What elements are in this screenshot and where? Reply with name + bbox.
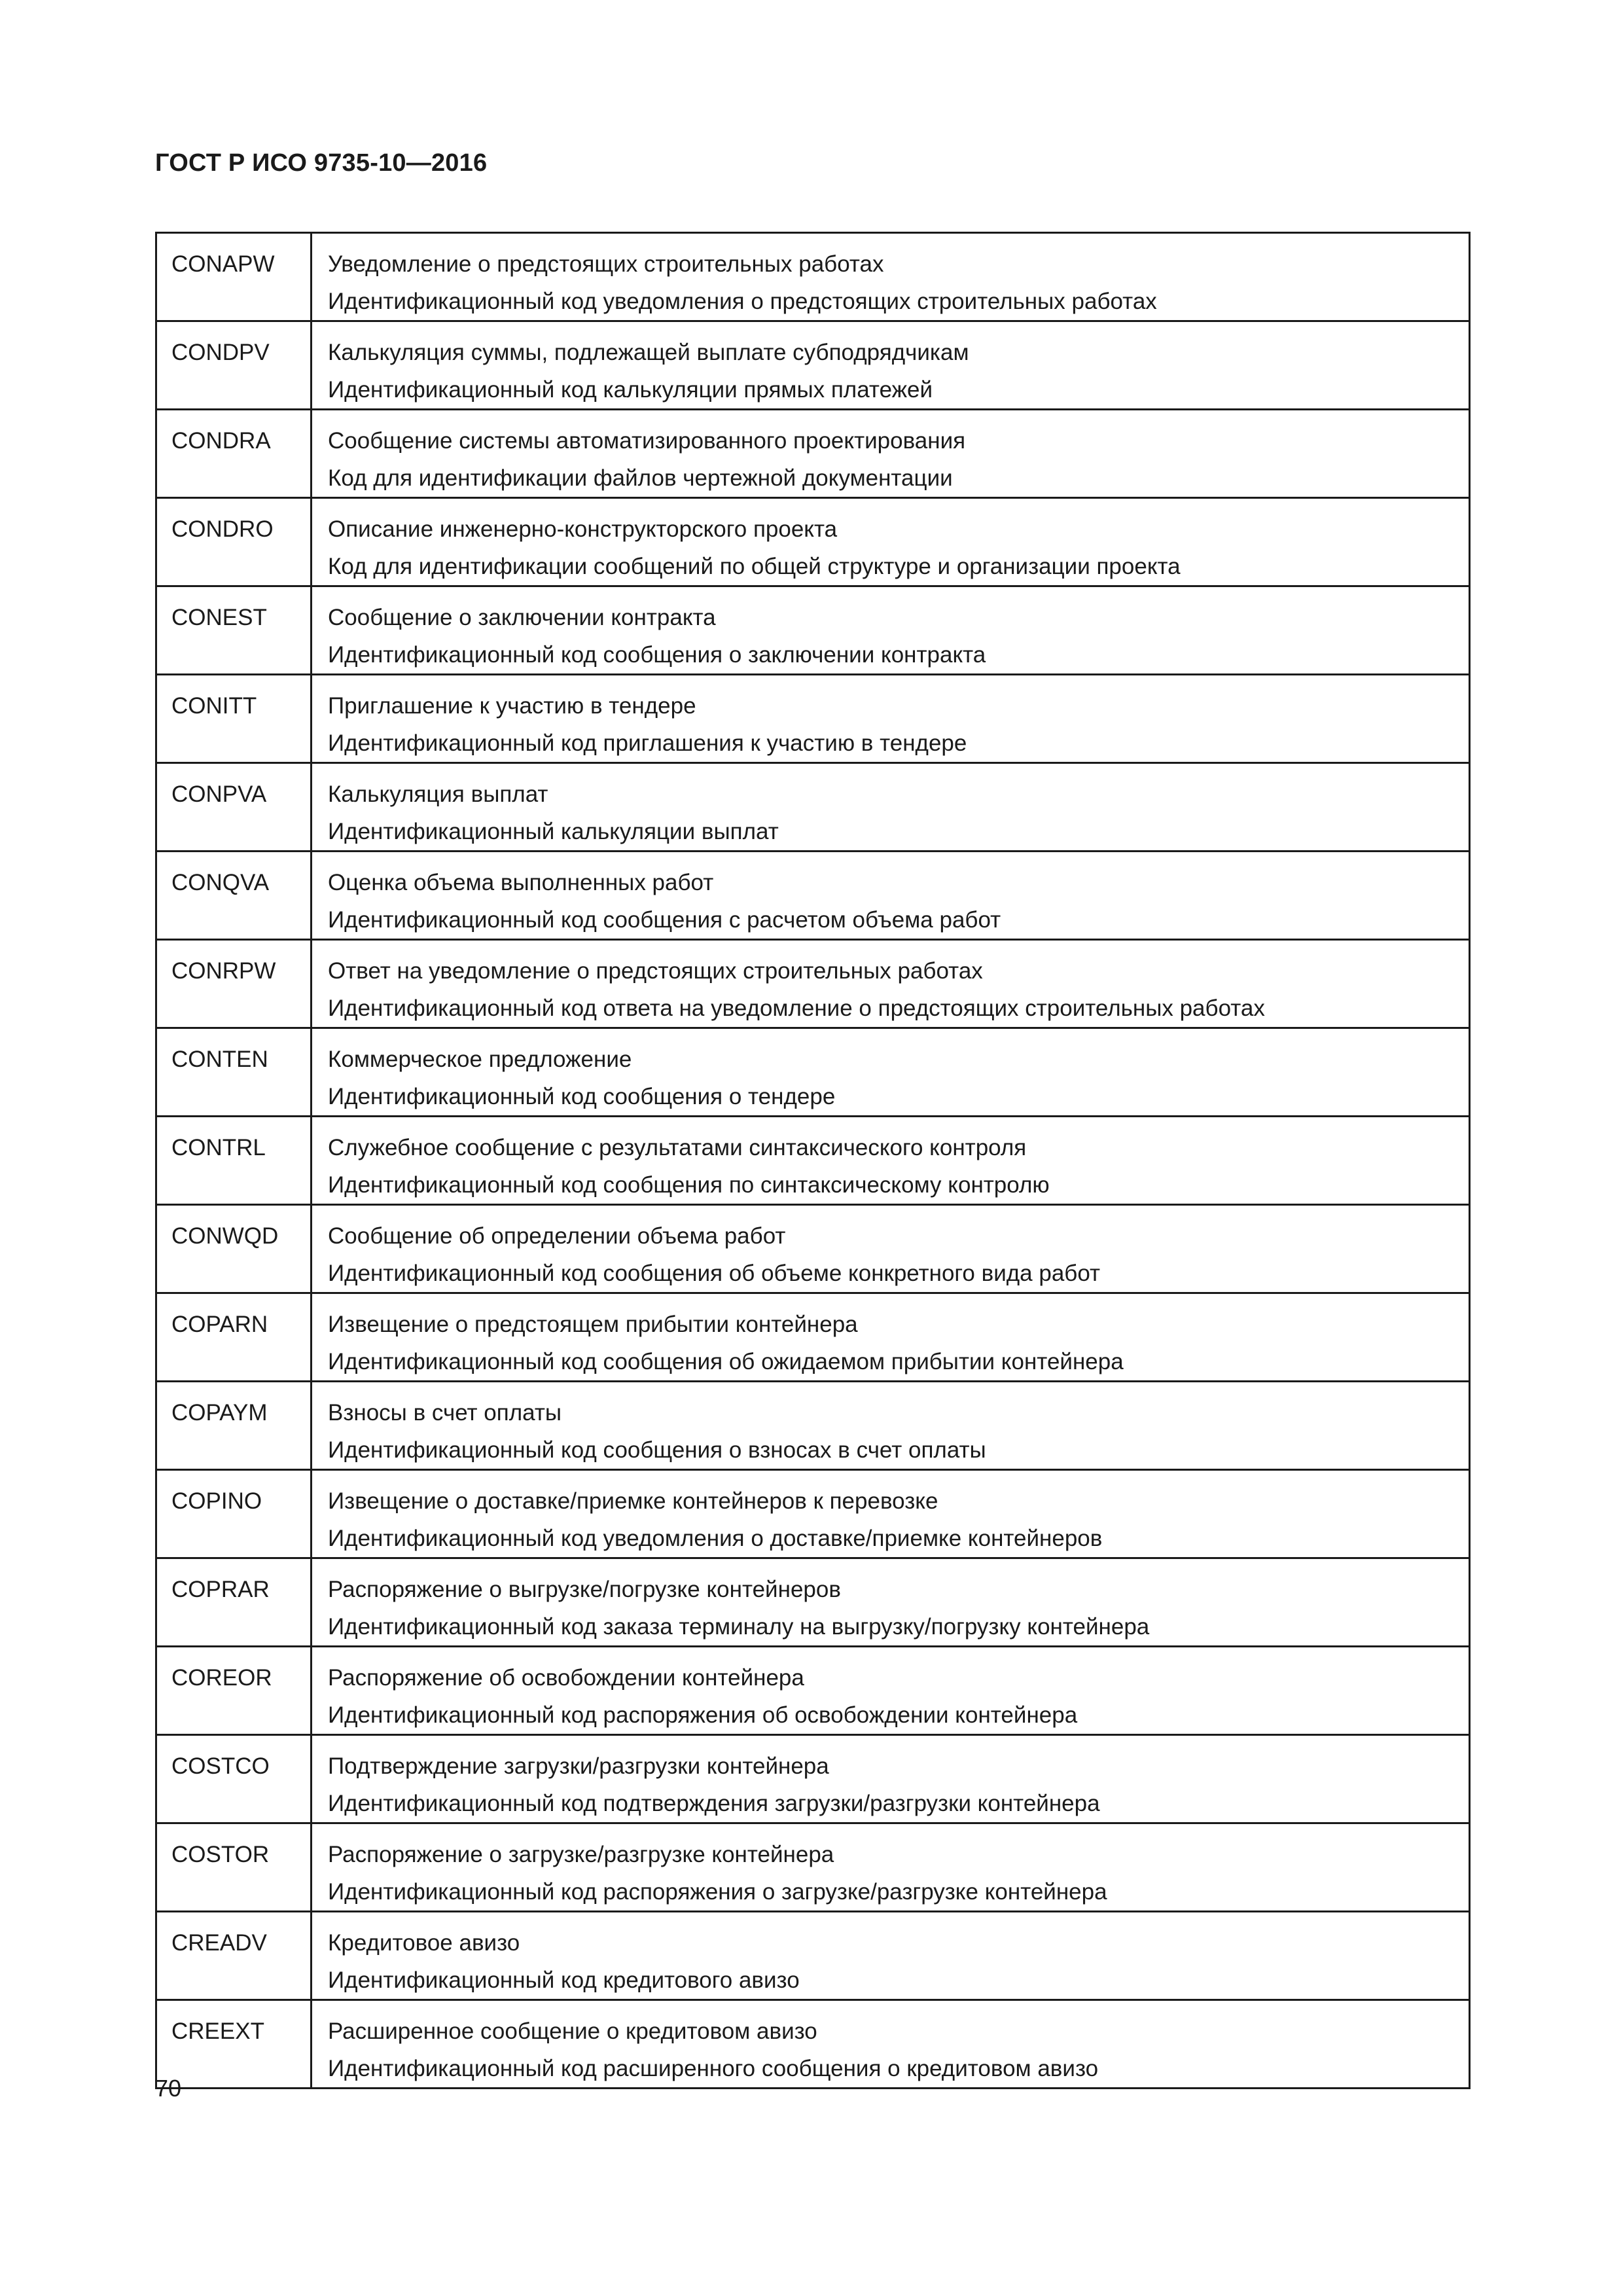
table-row xyxy=(156,852,1470,940)
message-code-cell xyxy=(156,498,312,586)
message-name: Сообщение о заключении контракта xyxy=(328,605,716,630)
message-code-cell xyxy=(156,1117,312,1205)
message-description: Идентификационный код сообщения о заключении контракта xyxy=(328,642,986,668)
table-row xyxy=(156,1205,1470,1293)
message-name: Извещение о доставке/приемке контейнеров к перевозке xyxy=(328,1488,938,1514)
message-name: Распоряжение о загрузке/разгрузке контейнера xyxy=(328,1842,834,1867)
message-code: CREADV xyxy=(171,1930,267,1956)
message-description: Идентификационный код сообщения об ожидаемом прибытии контейнера xyxy=(328,1349,1124,1374)
message-description-cell xyxy=(312,763,1470,852)
message-description-cell xyxy=(312,1028,1470,1117)
message-code: COPRAR xyxy=(171,1577,270,1602)
message-code-cell xyxy=(156,763,312,852)
message-codes-table xyxy=(155,232,1471,2089)
message-description-cell xyxy=(312,852,1470,940)
message-description: Идентификационный код сообщения по синтаксическому контролю xyxy=(328,1172,1050,1198)
message-code-cell xyxy=(156,1735,312,1823)
message-name: Служебное сообщение с результатами синтаксического контроля xyxy=(328,1135,1027,1160)
message-code: COPAYM xyxy=(171,1400,268,1426)
table-row xyxy=(156,1823,1470,1912)
table-row xyxy=(156,940,1470,1028)
message-code: COPINO xyxy=(171,1488,262,1514)
message-code-cell xyxy=(156,1647,312,1735)
message-description: Код для идентификации сообщений по общей структуре и организации проекта xyxy=(328,554,1181,579)
message-description: Идентификационный калькуляции выплат xyxy=(328,819,779,844)
message-description: Код для идентификации файлов чертежной документации xyxy=(328,465,953,491)
message-code: CONAPW xyxy=(171,251,275,277)
table-row xyxy=(156,498,1470,586)
table-row xyxy=(156,1117,1470,1205)
message-description: Идентификационный код распоряжения об освобождении контейнера xyxy=(328,1702,1078,1728)
document-header: ГОСТ Р ИСО 9735-10—2016 xyxy=(155,149,488,177)
message-description: Идентификационный код сообщения о взносах в счет оплаты xyxy=(328,1437,986,1463)
message-description-cell xyxy=(312,1735,1470,1823)
message-description-cell xyxy=(312,1558,1470,1647)
message-name: Сообщение об определении объема работ xyxy=(328,1223,786,1249)
message-description-cell xyxy=(312,675,1470,763)
message-code: CONDRA xyxy=(171,428,271,454)
message-description-cell xyxy=(312,498,1470,586)
message-name: Коммерческое предложение xyxy=(328,1047,632,1072)
message-code-cell xyxy=(156,1382,312,1470)
message-name: Оценка объема выполненных работ xyxy=(328,870,714,895)
message-name: Описание инженерно-конструкторского проекта xyxy=(328,516,838,542)
message-code: CREEXT xyxy=(171,2018,264,2044)
message-code-cell xyxy=(156,1823,312,1912)
message-code-cell xyxy=(156,675,312,763)
message-code: CONEST xyxy=(171,605,267,630)
message-description-cell xyxy=(312,1205,1470,1293)
message-description: Идентификационный код калькуляции прямых платежей xyxy=(328,377,933,403)
message-name: Расширенное сообщение о кредитовом авизо xyxy=(328,2018,817,2044)
message-name: Ответ на уведомление о предстоящих строительных работах xyxy=(328,958,983,984)
message-name: Приглашение к участию в тендере xyxy=(328,693,696,719)
message-name: Уведомление о предстоящих строительных работах xyxy=(328,251,884,277)
message-description-cell xyxy=(312,940,1470,1028)
message-description: Идентификационный код расширенного сообщения о кредитовом авизо xyxy=(328,2056,1099,2081)
message-code: CONTEN xyxy=(171,1047,268,1072)
table-row xyxy=(156,1382,1470,1470)
message-description-cell xyxy=(312,233,1470,321)
message-code-cell xyxy=(156,940,312,1028)
table-row xyxy=(156,675,1470,763)
message-code: CONITT xyxy=(171,693,257,719)
message-code-cell xyxy=(156,1558,312,1647)
message-description-cell xyxy=(312,1470,1470,1558)
message-code: COREOR xyxy=(171,1665,272,1691)
message-description-cell xyxy=(312,321,1470,410)
message-code: CONRPW xyxy=(171,958,276,984)
message-code-cell xyxy=(156,1912,312,2000)
message-code-cell xyxy=(156,1028,312,1117)
message-name: Извещение о предстоящем прибытии контейнера xyxy=(328,1312,858,1337)
message-name: Кредитовое авизо xyxy=(328,1930,520,1956)
table-row xyxy=(156,1293,1470,1382)
table-row xyxy=(156,586,1470,675)
message-description: Идентификационный код распоряжения о загрузке/разгрузке контейнера xyxy=(328,1879,1107,1905)
message-code-cell xyxy=(156,852,312,940)
message-code: COPARN xyxy=(171,1312,268,1337)
message-code-cell xyxy=(156,586,312,675)
message-name: Подтверждение загрузки/разгрузки контейнера xyxy=(328,1753,829,1779)
message-code: COSTCO xyxy=(171,1753,270,1779)
message-description-cell xyxy=(312,1293,1470,1382)
message-description: Идентификационный код уведомления о предстоящих строительных работах xyxy=(328,289,1157,314)
message-code: CONPVA xyxy=(171,781,267,807)
message-name: Распоряжение о выгрузке/погрузке контейнеров xyxy=(328,1577,841,1602)
message-code-cell xyxy=(156,1293,312,1382)
message-code: CONDPV xyxy=(171,340,270,365)
table-row xyxy=(156,1647,1470,1735)
table-row xyxy=(156,321,1470,410)
message-code: CONWQD xyxy=(171,1223,279,1249)
table-row xyxy=(156,1735,1470,1823)
table-row xyxy=(156,2000,1470,2089)
message-description: Идентификационный код уведомления о доставке/приемке контейнеров xyxy=(328,1526,1103,1551)
message-description-cell xyxy=(312,1117,1470,1205)
table-row xyxy=(156,1912,1470,2000)
message-code-cell xyxy=(156,1205,312,1293)
message-description-cell xyxy=(312,2000,1470,2089)
table-row xyxy=(156,1558,1470,1647)
message-code: CONTRL xyxy=(171,1135,266,1160)
message-description: Идентификационный код ответа на уведомление о предстоящих строительных работах xyxy=(328,996,1265,1021)
message-description-cell xyxy=(312,1912,1470,2000)
message-code: CONDRO xyxy=(171,516,274,542)
message-code-cell xyxy=(156,410,312,498)
message-code: CONQVA xyxy=(171,870,270,895)
message-description-cell xyxy=(312,1647,1470,1735)
message-description: Идентификационный код подтверждения загрузки/разгрузки контейнера xyxy=(328,1791,1100,1816)
message-code-cell xyxy=(156,1470,312,1558)
message-code-cell xyxy=(156,233,312,321)
message-name: Сообщение системы автоматизированного проектирования xyxy=(328,428,966,454)
message-description: Идентификационный код сообщения о тендере xyxy=(328,1084,836,1109)
message-description-cell xyxy=(312,1823,1470,1912)
message-name: Взносы в счет оплаты xyxy=(328,1400,562,1426)
message-name: Калькуляция выплат xyxy=(328,781,548,807)
table-row xyxy=(156,1470,1470,1558)
message-description-cell xyxy=(312,410,1470,498)
message-description-cell xyxy=(312,586,1470,675)
table-row xyxy=(156,1028,1470,1117)
page-number: 70 xyxy=(155,2075,182,2102)
table-row xyxy=(156,410,1470,498)
table-row xyxy=(156,763,1470,852)
message-name: Распоряжение об освобождении контейнера xyxy=(328,1665,804,1691)
message-description: Идентификационный код сообщения об объеме конкретного вида работ xyxy=(328,1261,1101,1286)
message-name: Калькуляция суммы, подлежащей выплате субподрядчикам xyxy=(328,340,969,365)
message-description: Идентификационный код приглашения к участию в тендере xyxy=(328,730,967,756)
message-description: Идентификационный код заказа терминалу на выгрузку/погрузку контейнера xyxy=(328,1614,1150,1640)
table-row xyxy=(156,233,1470,321)
message-description-cell xyxy=(312,1382,1470,1470)
message-code: COSTOR xyxy=(171,1842,270,1867)
message-codes-table-body xyxy=(156,233,1470,2089)
message-description: Идентификационный код сообщения с расчетом объема работ xyxy=(328,907,1001,933)
message-code-cell xyxy=(156,321,312,410)
message-description: Идентификационный код кредитового авизо xyxy=(328,1967,800,1993)
